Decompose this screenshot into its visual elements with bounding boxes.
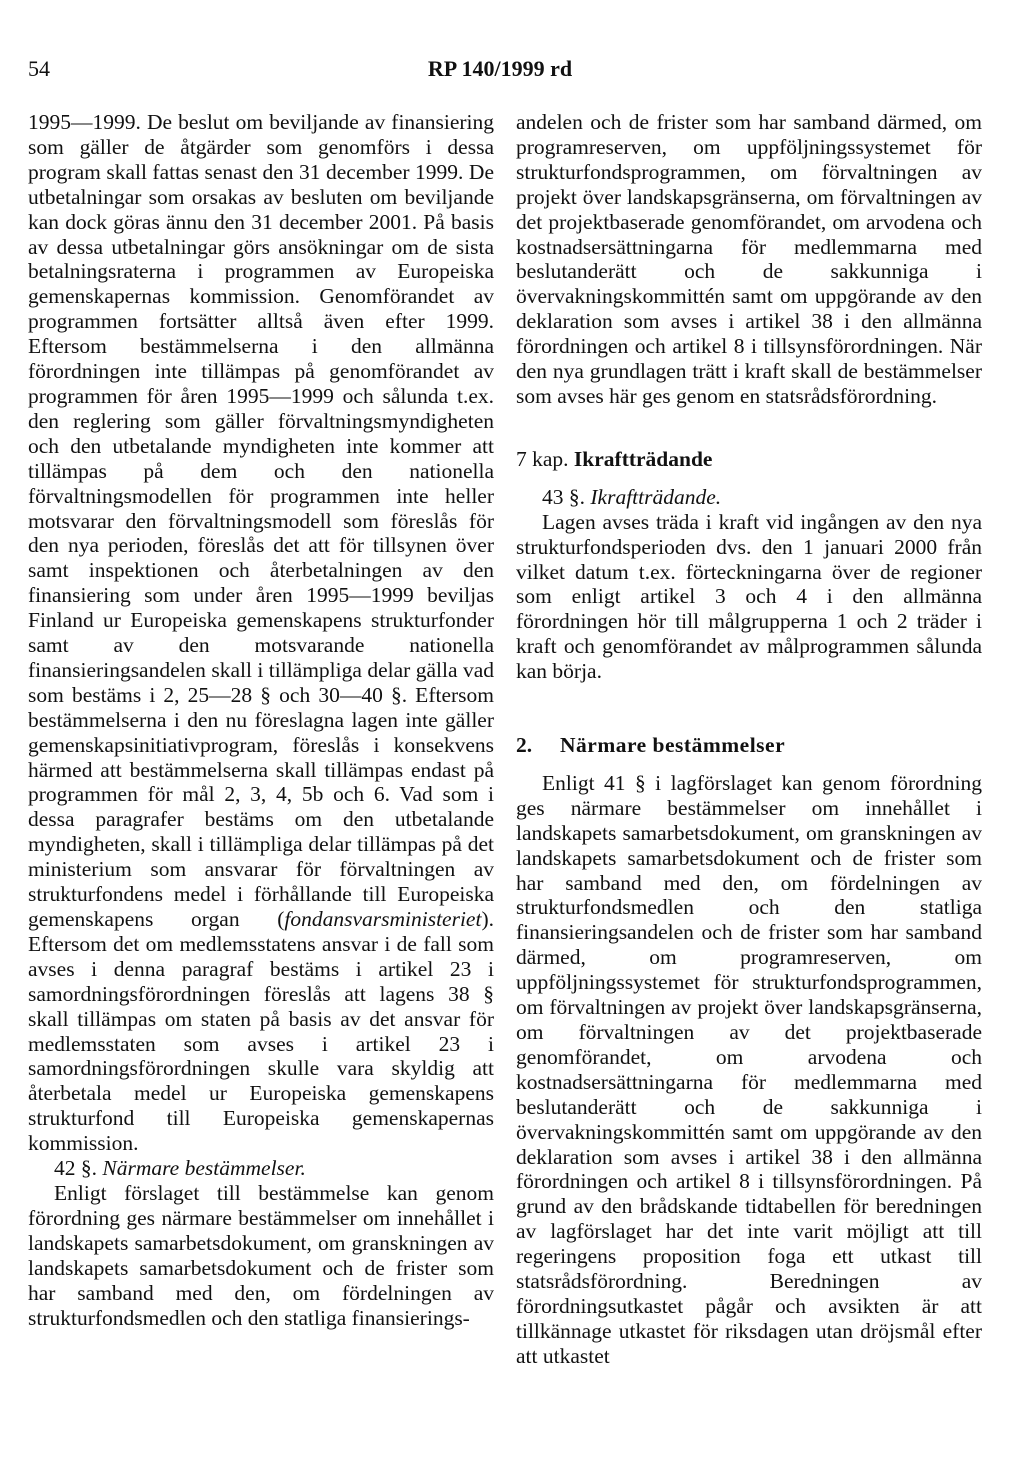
section-heading xyxy=(516,733,982,758)
section-43-number: 43 §. xyxy=(542,484,585,509)
left-paragraph-1-end: ). Eftersom det om medlemsstatens ansvar i de fall som avses i denna paragraf bestäms i artikel 23 i samordningsförordningen föreslås att lagens 38 § skall tillämpas om staten på basis av det ansvar för medlemsstaten som avses i artikel 23 i samordningsförordningen skulle vara skyldig att återbetala medel ur Europeiska gemenskapens strukturfond till Europeiska gemenskapernas kommission. xyxy=(28,907,494,1156)
right-paragraph-3: Enligt 41 § i lagförslaget kan genom förordning ges närmare bestämmelser om innehållet i landskapets samarbetsdokument, om granskningen av landskapets samarbetsdokument och de frister som har samband med den, om fördelningen av strukturfondsmedlen och den statliga finansieringsandelen och de frister som har samband därmed, om programreserven, om uppföljningssystemet för strukturfondsprogrammen, om förvaltningen av projekt över landskapsgränserna, om förvaltningen av det projektbaserade genomförandet, om arvodena och kostnadsersättningarna för medlemmarna med beslutanderätt och de sakkunniga i övervakningskommittén samt om uppgörande av den deklaration som avses i artikel 38 i den allmänna förordningen och artikel 8 i tillsynsförordningen. På grund av den brådskande tidtabellen för beredningen av lagförslaget har det inte varit möjligt att till regeringens proposition foga ett utkast till statsrådsförordning. Beredningen av förordningsutkastet pågår och avsikten är att tillkännage utkastet för riksdagen utan dröjsmål efter att utkastet xyxy=(516,770,982,1368)
chapter-number: 7 kap. xyxy=(516,446,569,471)
running-title: RP 140/1999 rd xyxy=(427,56,573,81)
right-paragraph-2: Lagen avses träda i kraft vid ingången av den nya strukturfondsperioden dvs. den 1 januari 2000 från vilket datum t.ex. förteckningarna över de regioner som enligt artikel 3 och 4 i den allmänna förordningen hör till målgrupperna 1 och 2 träder i kraft och genomförandet av målprogrammen sålunda kan börja. xyxy=(516,509,982,684)
left-paragraph-1 xyxy=(28,110,494,1156)
chapter-title: Ikraftträdande xyxy=(573,446,713,471)
section-42-number: 42 §. xyxy=(54,1156,97,1181)
section-42-title: Närmare bestämmelser. xyxy=(102,1156,306,1181)
left-column xyxy=(28,110,494,1330)
section-title: Närmare bestämmelser xyxy=(560,733,786,758)
section-42-heading xyxy=(28,1156,494,1181)
section-43-title: Ikraftträdande. xyxy=(590,484,722,509)
right-column xyxy=(516,110,982,1369)
left-paragraph-1-text: 1995—1999. De beslut om beviljande av finansiering som gäller de åtgärder som genomförs i dessa program skall fattas senast den 31 december 1999. De utbetalningar som orsakas av besluten om beviljande kan dock göras ännu den 31 december 2001. På basis av dessa utbetalningar görs ansökningar om de sista betalningsraterna i programmen av Europeiska gemenskapernas kommission. Genomförandet av programmen fortsätter alltså även efter 1999. Eftersom bestämmelserna i den allmänna förordningen inte tillämpas på genomförandet av programmen för åren 1995—1999 och sålunda t.ex. den reglering som gäller förvaltningsmyndigheten och den utbetalande myndigheten inte kommer att tillämpas på dem och den nationella förvaltningsmodellen för programmen inte heller motsvarar den förvaltningsmodell som föreslås för den nya perioden, föreslås det att för tillsynen över samt inspektionen och återbetalningen av den finansiering som under åren 1995—1999 beviljas Finland ur Europeiska gemenskapens strukturfonder samt av den motsvarande nationella finansieringsandelen skall i tillämpliga delar gälla vad som bestäms i 2, 25—28 § och 30—40 §. Eftersom bestämmelserna i den nu föreslagna lagen inte gäller gemenskapsinitiativprogram, föreslås i konsekvens härmed att bestämmelserna skall tillämpas endast på programmen för mål 2, 3, 4, 5b och 6. Vad som i dessa paragrafer bestäms om den utbetalande myndigheten, skall i tillämpliga delar tillämpas på det ministerium som ansvarar för förvaltningen av strukturfondens medel i förhållande till Europeiska gemenskapens organ ( xyxy=(28,110,494,931)
section-43-heading xyxy=(516,485,982,510)
chapter-heading xyxy=(516,447,982,472)
right-paragraph-1: andelen och de frister som har samband därmed, om programreserven, om uppföljningssystemet för strukturfondsprogrammen, om förvaltningen av projekt över landskapsgränserna, om förvaltningen av det projektbaserade genomförandet, om arvodena och kostnadsersättningarna för medlemmarna med beslutanderätt och de sakkunniga i övervakningskommittén samt om uppgörande av den deklaration som avses i artikel 38 i den allmänna förordningen och artikel 8 i tillsynsförordningen. När den nya grundlagen trätt i kraft skall de bestämmelser som avses här ges genom en statsrådsförordning. xyxy=(516,110,982,408)
page-number: 54 xyxy=(28,56,50,81)
left-paragraph-1-italic: fondansvarsministeriet xyxy=(284,907,482,931)
left-paragraph-2: Enligt förslaget till bestämmelse kan genom förordning ges närmare bestämmelser om innehållet i landskapets samarbetsdokument, om granskningen av landskapets samarbetsdokument och de frister som har samband med den, om fördelningen av strukturfondsmedlen och den statliga finansierings- xyxy=(28,1180,494,1330)
section-number: 2. xyxy=(516,733,533,758)
